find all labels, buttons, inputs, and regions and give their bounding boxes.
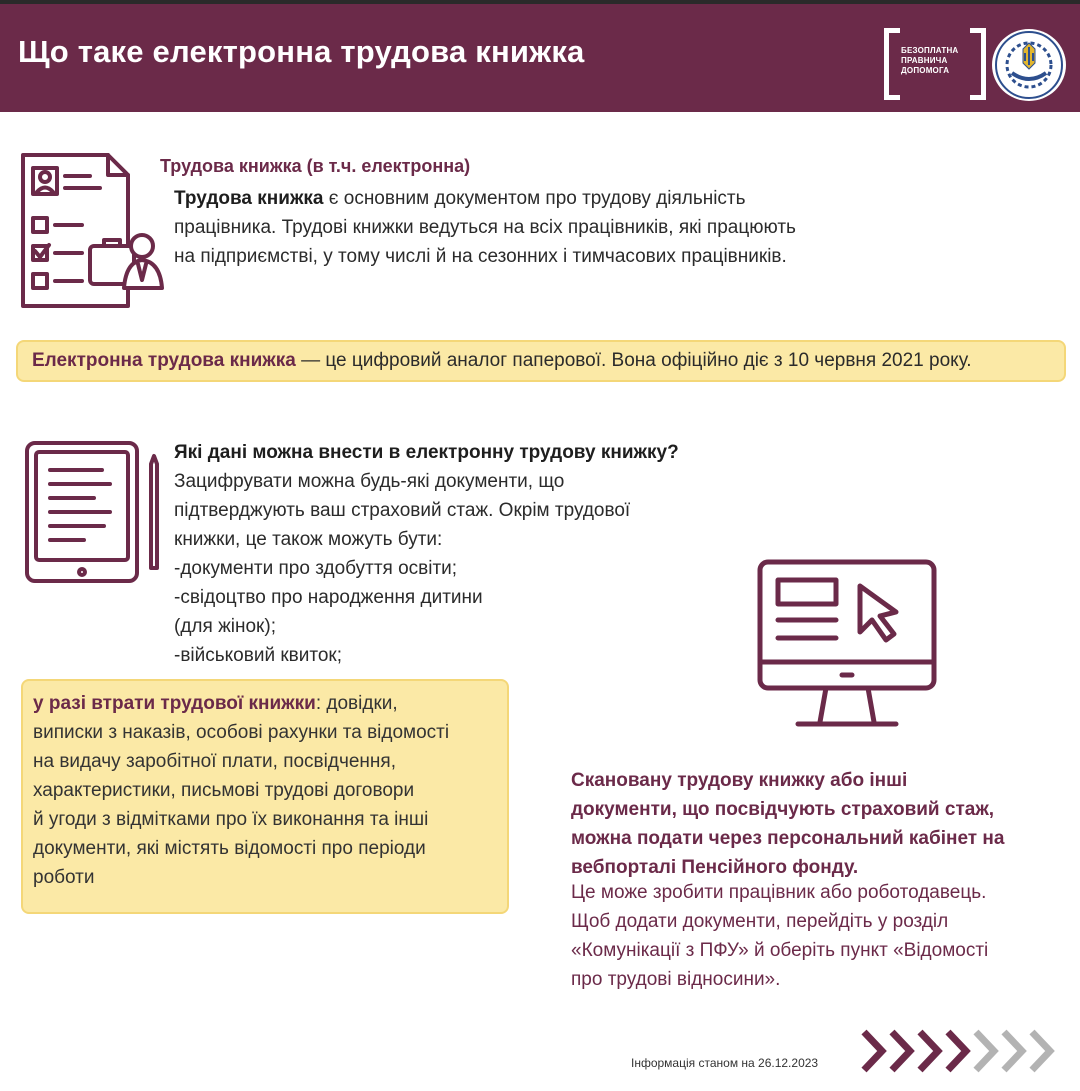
lost-book-line: документи, які містять відомості про періоди [33,838,426,859]
pfu-bold-line: документи, що посвідчують страховий стаж, [571,799,995,820]
logo-bracket-left [884,28,900,100]
header-bar [0,0,1080,112]
section1-text [174,184,934,271]
top-edge [0,0,1080,4]
lost-book-bold: у разі втрати трудової книжки [33,693,316,714]
lost-book-line: виписки з наказів, особові рахунки та відомості [33,722,450,743]
section2-line: (для жінок); [174,616,276,637]
footer-note: Інформація станом на 26.12.2023 [631,1056,819,1070]
logo-bracket-right [970,28,986,100]
pfu-bold-line: Скановану трудову книжку або інші [571,770,908,791]
section2-line: Зацифрувати можна будь-які документи, що [174,471,565,492]
pfu-line: Це може зробити працівник або роботодавець. [571,882,987,903]
highlight-text [32,350,972,372]
pfu-bold-line: вебпорталі Пенсійного фонду. [571,857,859,878]
section1-line-rest: є основним документом про трудову діяльність [323,188,746,209]
pfu-bold-line: можна подати через персональний кабінет на [571,828,1005,849]
logo-text-line: ПРАВНИЧА [901,56,948,65]
highlight-bold: Електронна трудова книжка [32,350,296,371]
section1-bold-lead: Трудова книжка [174,188,324,209]
lost-book-line-rest: : довідки, [315,693,398,714]
logo-text-line: БЕЗОПЛАТНА [901,46,959,55]
pfu-bold-text [571,766,1051,882]
logo-text-line: ДОПОМОГА [901,66,950,75]
section2-text [174,438,754,670]
highlight-definition [16,340,1066,382]
lost-book-line [33,689,503,718]
chevron-arrows-icon [860,1028,1060,1074]
lost-book-line: характеристики, письмові трудові договори [33,780,415,801]
monitor-cursor-icon [756,558,938,730]
section1-line: на підприємстві, у тому числі й на сезонних і тимчасових працівників. [174,246,787,267]
pfu-line: «Комунікації з ПФУ» й оберіть пункт «Відомості [571,940,989,961]
tablet-pencil-icon [24,440,164,586]
section1-title: Трудова книжка (в т.ч. електронна) [160,156,471,176]
section2-line: -свідоцтво про народження дитини [174,587,483,608]
pfu-line: про трудові відносини». [571,969,781,990]
section2-line: -військовий квиток; [174,645,343,666]
section2-line: книжки, це також можуть бути: [174,529,443,550]
section2-line: підтверджують ваш страховий стаж. Окрім трудової [174,500,631,521]
ministry-emblem-icon [992,29,1066,101]
lost-book-line: роботи [33,867,95,888]
lost-book-line: на видачу заробітної плати, посвідчення, [33,751,396,772]
lost-book-box [21,679,509,914]
section1-line [174,184,934,213]
pfu-line: Щоб додати документи, перейдіть у розділ [571,911,949,932]
logo-text [901,46,971,76]
section1-line: працівника. Трудові книжки ведуться на всіх працівників, які працюють [174,217,796,238]
section2-line: -документи про здобуття освіти; [174,558,458,579]
section2-title: Які дані можна внести в електронну трудову книжку? [174,442,679,463]
pfu-text [571,878,1061,994]
page-title: Що таке електронна трудова книжка [18,34,585,69]
highlight-rest: — це цифровий аналог паперової. Вона офіційно діє з 10 червня 2021 року. [295,350,972,371]
document-checklist-person-icon [20,152,166,308]
lost-book-line: й угоди з відмітками про їх виконання та інші [33,809,429,830]
lost-book-text [33,689,503,892]
free-legal-aid-logo [884,28,986,100]
